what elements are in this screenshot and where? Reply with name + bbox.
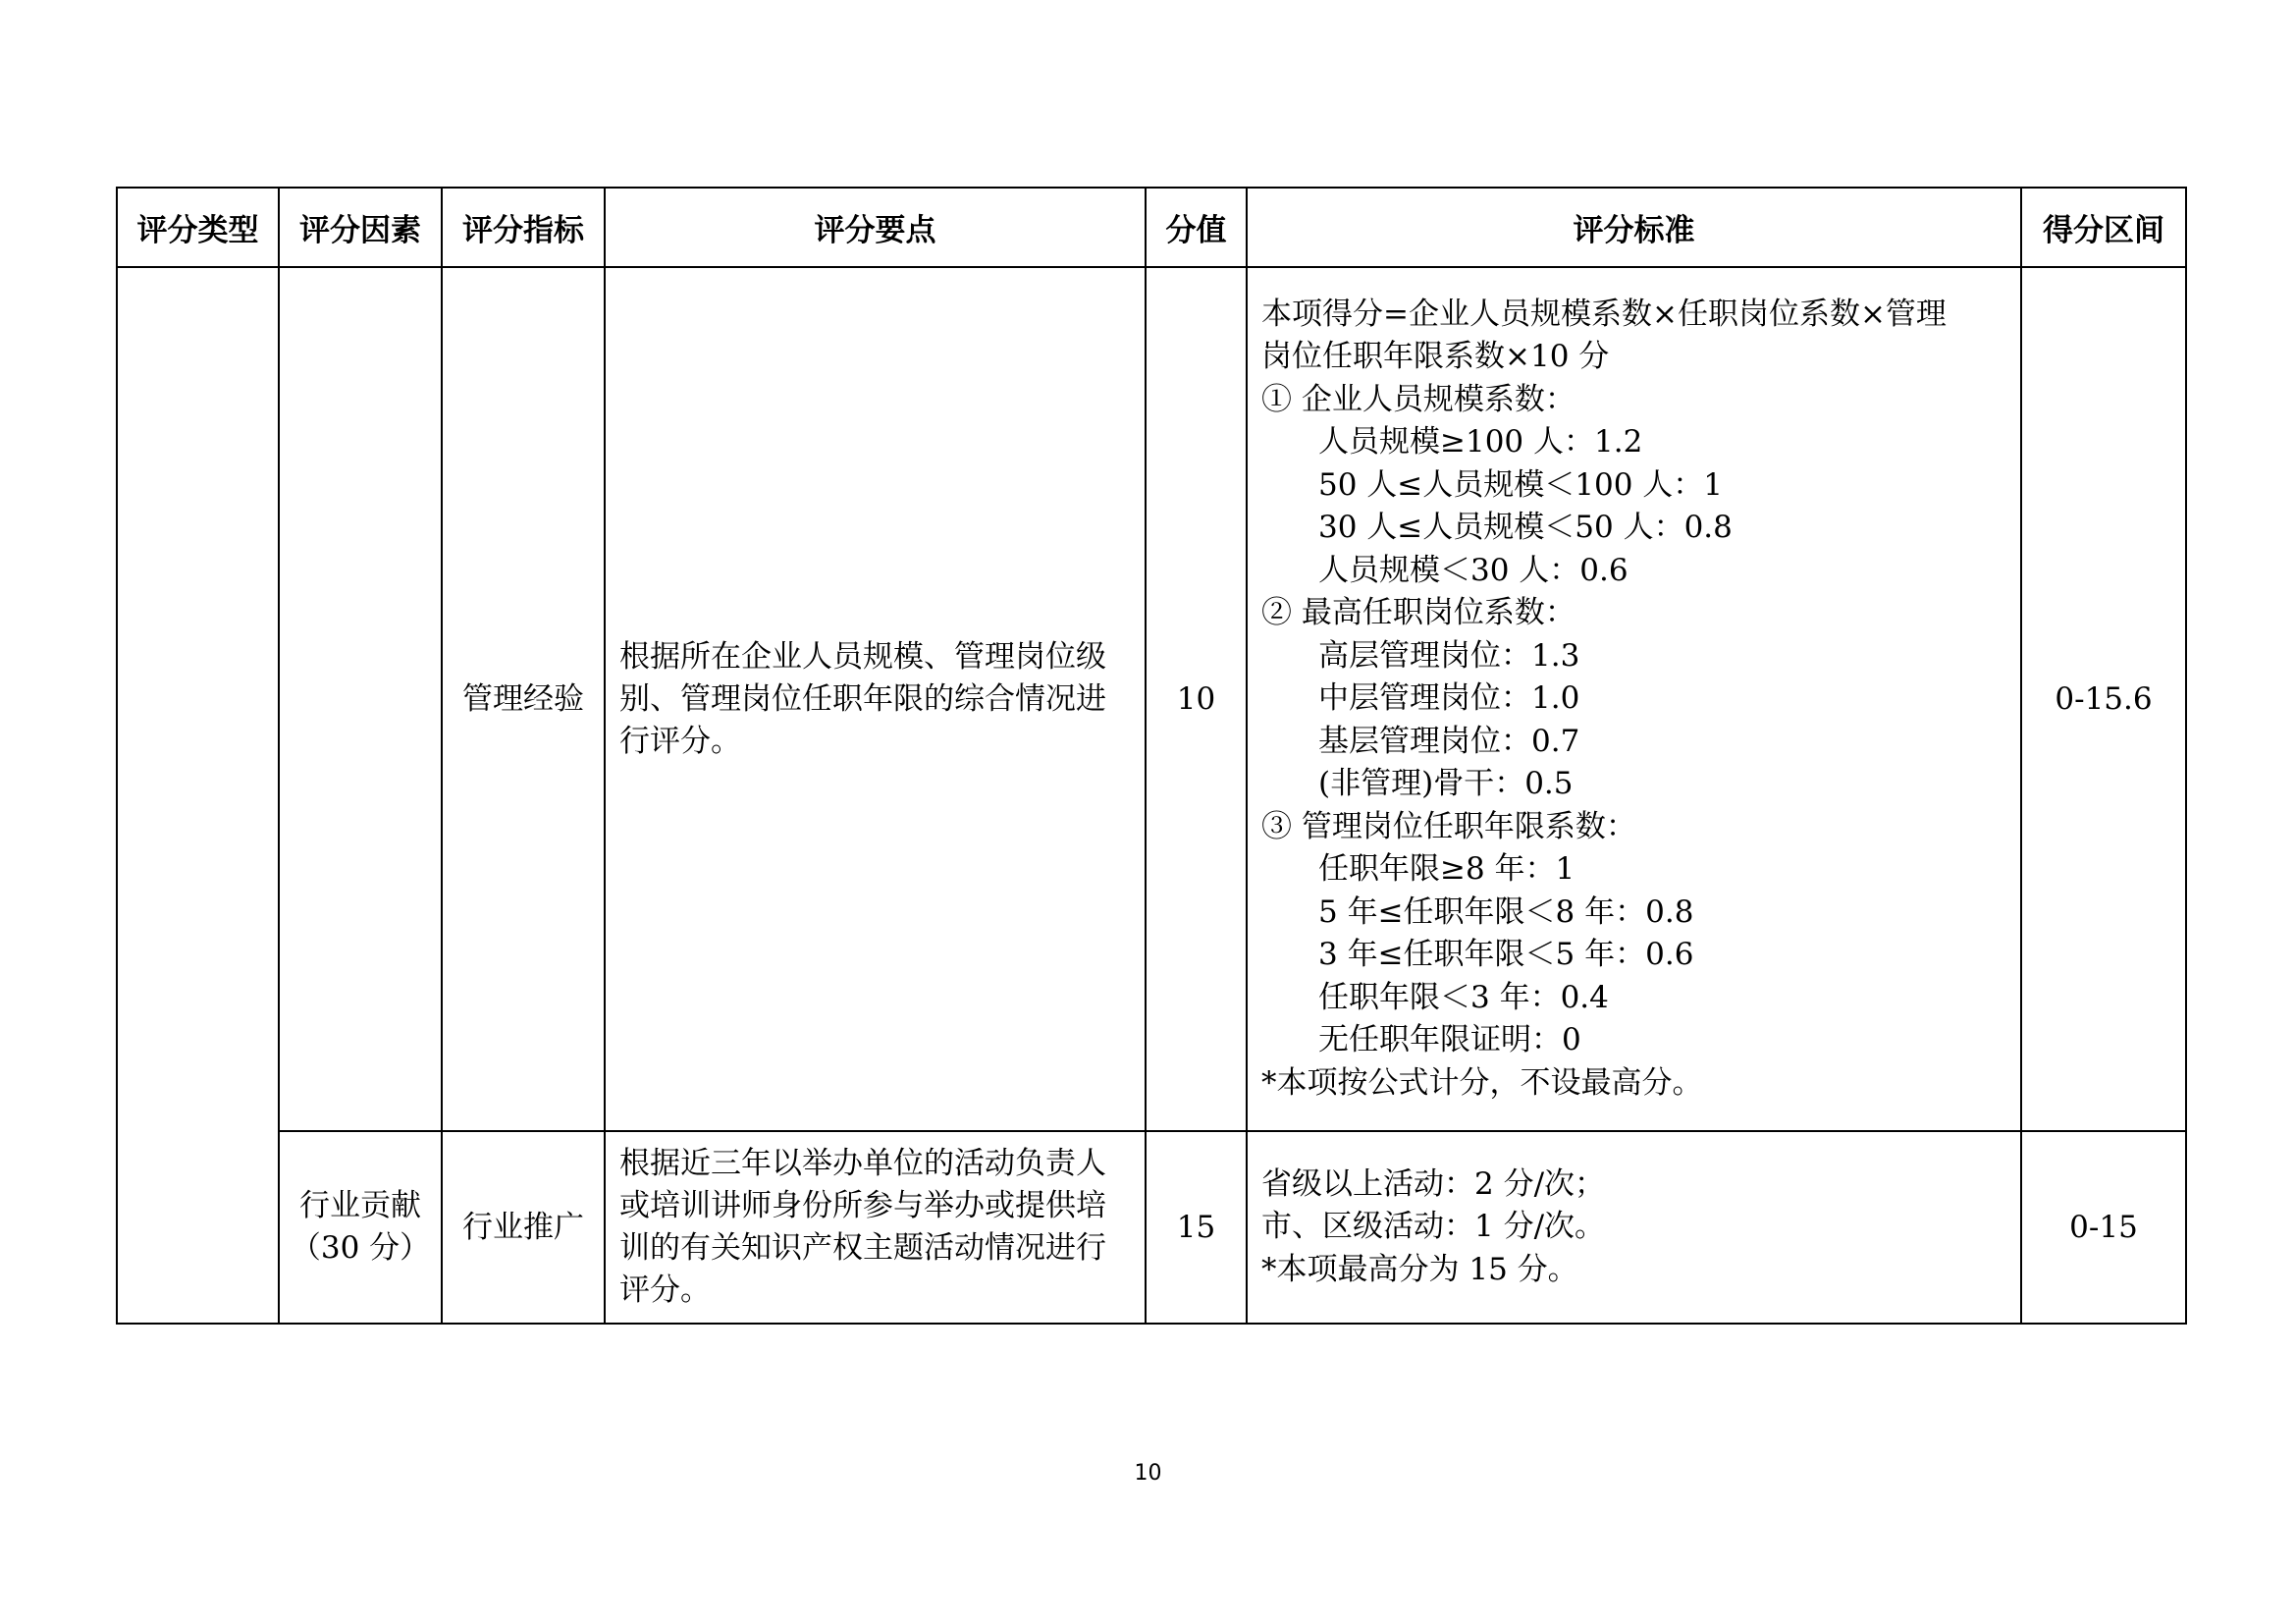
standard-line: 省级以上活动：2 分/次；	[1261, 1165, 1606, 1202]
standard-line: 岗位任职年限系数×10 分	[1261, 339, 1610, 375]
page-number: 10	[1134, 1461, 1162, 1486]
factor-industry-contribution	[279, 1131, 442, 1324]
scoring-table	[116, 187, 2187, 1325]
header-scoring-type: 评分类型	[117, 188, 279, 267]
standard-line: 人员规模≥100 人：1.2	[1318, 424, 1643, 460]
standard-heading: ③ 管理岗位任职年限系数：	[1261, 808, 1636, 844]
table-row-industry-promotion	[117, 1131, 2186, 1324]
standard-line: 无任职年限证明：0	[1318, 1022, 1581, 1058]
score-management-experience: 10	[1146, 267, 1247, 1131]
standard-industry-promotion	[1247, 1131, 2021, 1324]
range-management-experience: 0-15.6	[2021, 267, 2186, 1131]
standard-line: 3 年≤任职年限＜5 年：0.6	[1318, 937, 1694, 973]
standard-management-experience	[1247, 267, 2021, 1131]
standard-line: 本项得分=企业人员规模系数×任职岗位系数×管理	[1261, 296, 1947, 332]
indicator-industry-promotion: 行业推广	[442, 1131, 605, 1324]
standard-line: 高层管理岗位：1.3	[1318, 637, 1580, 674]
factor-cell-empty	[279, 267, 442, 1131]
standard-heading: ② 最高任职岗位系数：	[1261, 595, 1575, 631]
standard-note: *本项最高分为 15 分。	[1261, 1251, 1578, 1287]
standard-line: (非管理)骨干：0.5	[1318, 766, 1574, 802]
standard-line: 市、区级活动：1 分/次。	[1261, 1209, 1606, 1245]
points-management-experience: 根据所在企业人员规模、管理岗位级别、管理岗位任职年限的综合情况进行评分。	[605, 267, 1146, 1131]
standard-line: 人员规模＜30 人：0.6	[1318, 552, 1629, 588]
factor-label: 行业贡献	[299, 1188, 421, 1223]
header-scoring-points: 评分要点	[605, 188, 1146, 267]
header-score-range: 得分区间	[2021, 188, 2186, 267]
standard-line: 30 人≤人员规模＜50 人：0.8	[1318, 510, 1733, 546]
standard-heading: ① 企业人员规模系数：	[1261, 381, 1575, 417]
standard-line: 基层管理岗位：0.7	[1318, 723, 1580, 759]
score-industry-promotion: 15	[1146, 1131, 1247, 1324]
factor-points: （30 分）	[290, 1230, 431, 1266]
standard-line: 中层管理岗位：1.0	[1318, 680, 1580, 717]
standard-line: 5 年≤任职年限＜8 年：0.8	[1318, 893, 1694, 930]
scoring-type-cell	[117, 267, 279, 1324]
header-scoring-factor: 评分因素	[279, 188, 442, 267]
header-row	[117, 188, 2186, 267]
standard-line: 任职年限＜3 年：0.4	[1318, 979, 1609, 1015]
table-row-management-experience	[117, 267, 2186, 1131]
standard-line: 任职年限≥8 年：1	[1318, 851, 1575, 888]
points-industry-promotion: 根据近三年以举办单位的活动负责人或培训讲师身份所参与举办或提供培训的有关知识产权主题活动情况进行评分。	[605, 1131, 1146, 1324]
header-scoring-standard: 评分标准	[1247, 188, 2021, 267]
indicator-management-experience: 管理经验	[442, 267, 605, 1131]
range-industry-promotion: 0-15	[2021, 1131, 2186, 1324]
standard-line: 50 人≤人员规模＜100 人：1	[1318, 466, 1724, 503]
header-scoring-indicator: 评分指标	[442, 188, 605, 267]
standard-note: *本项按公式计分，不设最高分。	[1261, 1064, 1703, 1101]
header-score-value: 分值	[1146, 188, 1247, 267]
